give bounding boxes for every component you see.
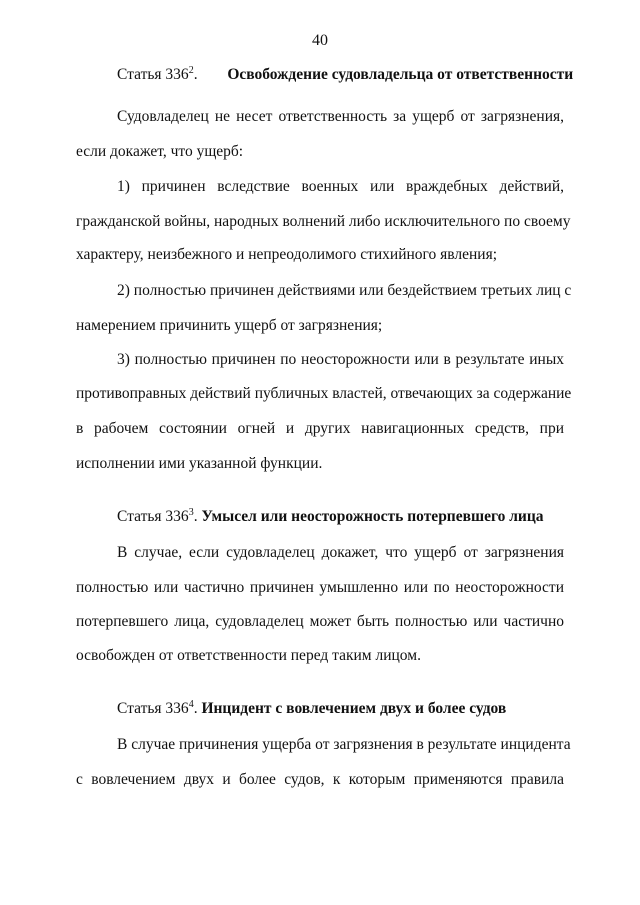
article-336-2-line: Судовладелец не несет ответственность за ущерб от загрязнения, [117, 108, 564, 125]
article-336-3-title: Умысел или неосторожность потерпевшего лица [201, 508, 544, 525]
article-336-3-line: В случае, если судовладелец докажет, что ущерб от загрязнения [117, 544, 564, 561]
article-336-2-sup: 2 [188, 65, 194, 76]
article-336-2-line: 1) причинен вследствие военных или враждебных действий, [117, 178, 564, 195]
article-336-4-heading [117, 700, 506, 718]
article-336-3-sup: 3 [188, 507, 194, 518]
article-336-4-line: В случае причинения ущерба от загрязнения в результате инцидента [117, 736, 571, 753]
article-336-3-line: полностью или частично причинен умышленно или по неосторожности [76, 579, 564, 596]
article-336-4-dot: . [193, 700, 198, 717]
article-336-2-line: исполнении ими указанной функции. [76, 455, 323, 472]
article-336-4-sup: 4 [188, 699, 194, 710]
article-336-2-line: намерением причинить ущерб от загрязнения; [76, 317, 383, 334]
article-336-2-line: 3) полностью причинен по неосторожности или в результате иных [117, 351, 564, 368]
article-336-2-line: характеру, неизбежного и непреодолимого стихийного явления; [76, 246, 498, 263]
article-336-2-label: Статья 336 [117, 66, 189, 83]
article-336-2-line: в рабочем состоянии огней и других навигационных средств, при [76, 420, 564, 437]
article-336-2-line: противоправных действий публичных властей, отвечающих за содержание [76, 385, 572, 402]
article-336-3-line: потерпевшего лица, судовладелец может быть полностью или частично [76, 613, 564, 630]
article-336-2-line: гражданской войны, народных волнений либо исключительного по своему [76, 213, 571, 230]
article-336-2-line: если докажет, что ущерб: [76, 143, 244, 160]
article-336-3-heading [117, 508, 544, 526]
article-336-3-line: освобожден от ответственности перед таким лицом. [76, 647, 421, 664]
article-336-2-heading [117, 66, 573, 84]
article-336-2-dot: . [193, 66, 198, 83]
article-336-4-line: с вовлечением двух и более судов, к которым применяются правила [76, 771, 564, 788]
article-336-2-title: Освобождение судовладельца от ответственности [227, 66, 574, 83]
article-336-3-dot: . [193, 508, 198, 525]
article-336-4-label: Статья 336 [117, 700, 189, 717]
article-336-3-label: Статья 336 [117, 508, 189, 525]
page-number: 40 [312, 32, 328, 49]
article-336-2-line: 2) полностью причинен действиями или бездействием третьих лиц с [117, 282, 572, 299]
article-336-4-title: Инцидент с вовлечением двух и более судов [201, 700, 507, 717]
